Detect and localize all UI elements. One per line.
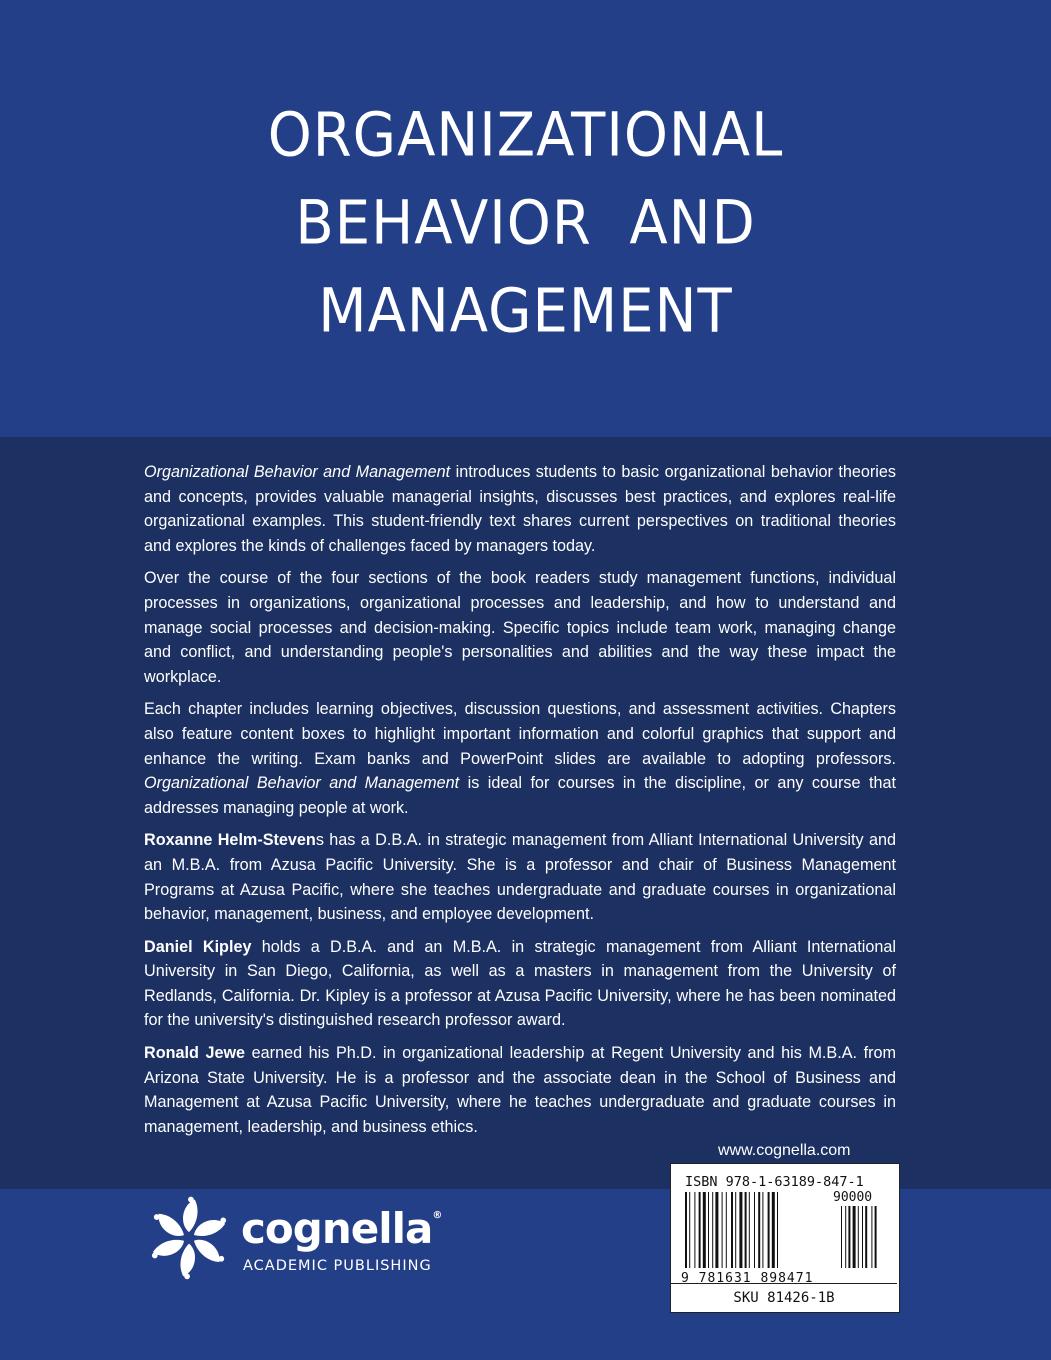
- description-text: is ideal for courses in the discipline, or any course that addresses managing people at work.: [144, 774, 896, 817]
- barcode-icon: [683, 1192, 889, 1272]
- book-title-line-3: MANAGEMENT: [318, 276, 733, 347]
- publisher-wordmark: [241, 1204, 441, 1253]
- description-paragraph-2: Over the course of the four sections of the book readers study management functions, individual processes in organizations, organizational processes and leadership, and how to understand and manage social processes and decision-making. Specific topics include team work, managing change and conflict, and understanding people's personalities and abilities and the way these impact the workplace.: [144, 569, 896, 686]
- flower-logo-icon: [141, 1188, 237, 1284]
- book-title-line-2: BEHAVIOR AND: [295, 188, 756, 259]
- isbn-number: ISBN 978-1-63189-847-1: [685, 1174, 864, 1190]
- price-addon-number: 90000: [833, 1190, 873, 1205]
- ean-digits: 9 781631 898471: [681, 1271, 814, 1286]
- book-title-italic: Organizational Behavior and Management: [144, 463, 451, 481]
- author-bio-text: holds a D.B.A. and an M.B.A. in strategic management from Alliant International University in San Diego, California, as well as a masters in management from the University of Redlands, California. Dr. Kipley is a professor at Azusa Pacific University, where he has been nominated for the university's distinguished research professor award.: [144, 937, 896, 1030]
- description-paragraph-1: [144, 460, 896, 558]
- book-title-italic: Organizational Behavior and Management: [144, 774, 460, 793]
- author-name-tail: s: [315, 831, 324, 850]
- cognella-logo: [141, 1188, 451, 1298]
- author-bio-text: has a D.B.A. in strategic management from Alliant International University and an M.B.A. from Azusa Pacific University. She is a professor and chair of Business Management Programs at Azusa Pacific, where she teaches undergraduate and graduate courses in organizational behavior, management, business, and employee development.: [144, 831, 897, 924]
- isbn-barcode-box: [670, 1163, 900, 1313]
- back-cover-text: [144, 460, 896, 1147]
- publisher-name: cognella: [241, 1204, 433, 1253]
- book-title-line-1: ORGANIZATIONAL: [267, 100, 784, 171]
- author-bio-text: earned his Ph.D. in organizational leadership at Regent University and his M.B.A. from Arizona State University. He is a professor and the associate dean in the School of Business and Management at Azusa Pacific University, where he teaches undergraduate and graduate courses in management, leadership, and business ethics.: [144, 1044, 896, 1136]
- publisher-url[interactable]: www.cognella.com: [718, 1142, 851, 1159]
- description-paragraph-3: [144, 697, 896, 820]
- registered-mark: ®: [432, 1210, 442, 1221]
- author-bio-3: [144, 1041, 896, 1139]
- description-text: introduces students to basic organizational behavior theories and concepts, provides valuable managerial insights, discusses best practices, and explores real-life organizational examples. This student-friendly text shares current perspectives on traditional theories and explores the kinds of challenges faced by managers today.: [144, 463, 896, 555]
- sku-number: SKU 81426-1B: [671, 1283, 897, 1312]
- cover-title-band: [0, 0, 1051, 437]
- author-name: Daniel Kipley: [144, 937, 252, 956]
- author-bio-2: [144, 935, 896, 1033]
- book-title: [0, 92, 1051, 356]
- author-name: Ronald Jewe: [144, 1044, 246, 1063]
- publisher-tagline: ACADEMIC PUBLISHING: [243, 1258, 432, 1274]
- author-name: Roxanne Helm-Steven: [144, 831, 316, 850]
- author-bio-1: [144, 828, 896, 926]
- description-text: Each chapter includes learning objectives, discussion questions, and assessment activities. Chapters also feature content boxes to highlight important information and colorful graphics that support and enhance the writing. Exam banks and PowerPoint slides are available to adopting professors.: [144, 700, 896, 768]
